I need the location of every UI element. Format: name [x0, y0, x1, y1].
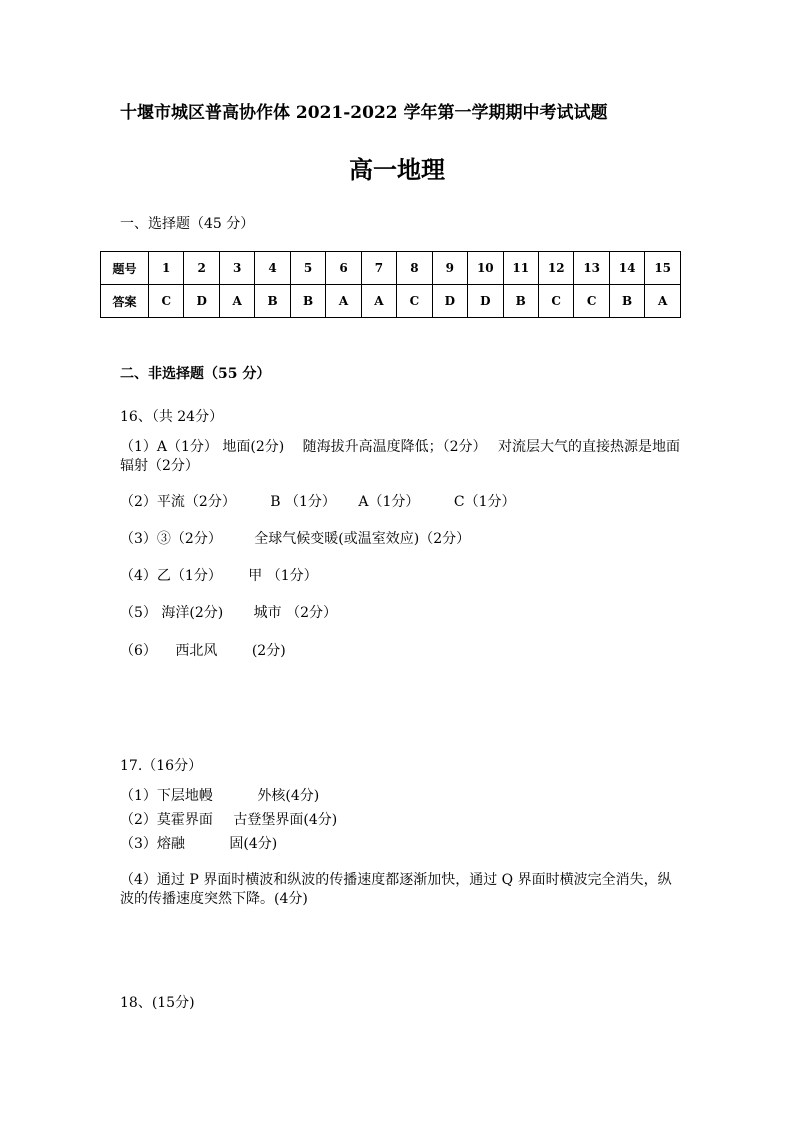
- row-label-answer: 答案: [101, 285, 149, 318]
- question-number-cell: 8: [397, 252, 432, 285]
- q16-5-part-2: 城市 （2分）: [253, 605, 338, 621]
- answer-cell: D: [184, 285, 219, 318]
- answer-cell: C: [149, 285, 184, 318]
- answer-cell: A: [219, 285, 254, 318]
- question-number-cell: 14: [609, 252, 644, 285]
- question-number-cell: 13: [574, 252, 609, 285]
- q16-answer-5: [120, 602, 337, 622]
- q16-6-part-3: (2分): [251, 643, 286, 659]
- number-row: [101, 252, 681, 285]
- q17-1-part-2: 外核(4分): [257, 788, 320, 804]
- q16-4-part-2: 甲 （1分）: [248, 568, 318, 584]
- q17-2-part-1: （2）莫霍界面: [120, 812, 213, 828]
- q17-answer-3: [120, 833, 277, 853]
- q16-6-part-1: （6）: [120, 643, 157, 659]
- answer-cell: C: [538, 285, 573, 318]
- question-number-cell: 7: [361, 252, 396, 285]
- q17-1-part-1: （1）下层地幔: [120, 788, 213, 804]
- answer-row: [101, 285, 681, 318]
- answer-cell: B: [503, 285, 538, 318]
- q16-3-part-2: 全球气候变暖(或温室效应)（2分）: [254, 531, 471, 547]
- section-1-title: 一、选择题（45 分）: [120, 216, 255, 232]
- q17-answer-1: [120, 785, 319, 805]
- question-number-cell: 3: [219, 252, 254, 285]
- answer-cell: B: [609, 285, 644, 318]
- answer-cell: D: [432, 285, 467, 318]
- question-number-cell: 10: [468, 252, 503, 285]
- q17-2-part-2: 古登堡界面(4分): [233, 812, 338, 828]
- subject-title: 高一地理: [349, 155, 445, 184]
- q16-4-part-1: （4）乙（1分）: [120, 568, 222, 584]
- answer-cell: C: [574, 285, 609, 318]
- row-label-number: 题号: [101, 252, 149, 285]
- q16-2-part-2: B （1分）: [270, 494, 336, 510]
- exam-header: 十堰市城区普高协作体 2021-2022 学年第一学期期中考试试题: [120, 103, 608, 123]
- q17-3-part-2: 固(4分): [229, 836, 278, 852]
- q16-2-part-1: （2）平流（2分）: [120, 494, 236, 510]
- q18-title: 18、(15分): [120, 995, 195, 1011]
- question-number-cell: 15: [645, 252, 681, 285]
- q17-title: 17.（16分）: [120, 758, 203, 774]
- question-number-cell: 6: [326, 252, 361, 285]
- section-2-title: 二、非选择题（55 分）: [120, 366, 271, 382]
- answer-cell: D: [468, 285, 503, 318]
- q16-answer-1: （1）A（1分） 地面(2分) 随海拔升高温度降低；（2分） 对流层大气的直接热源是地面辐射（2分）: [120, 439, 681, 474]
- q17-answer-2: [120, 809, 337, 829]
- question-number-cell: 9: [432, 252, 467, 285]
- question-number-cell: 11: [503, 252, 538, 285]
- answer-cell: A: [645, 285, 681, 318]
- q16-answer-6: [120, 640, 286, 660]
- q16-answer-3: [120, 528, 470, 548]
- answer-table: [100, 251, 681, 318]
- answer-cell: C: [397, 285, 432, 318]
- answer-cell: B: [290, 285, 325, 318]
- question-number-cell: 12: [538, 252, 573, 285]
- q17-3-part-1: （3）熔融: [120, 836, 185, 852]
- answer-cell: B: [255, 285, 290, 318]
- question-number-cell: 2: [184, 252, 219, 285]
- q16-title: 16、（共 24分）: [120, 409, 224, 425]
- q16-3-part-1: （3）③（2分）: [120, 531, 222, 547]
- q16-answer-4: [120, 565, 318, 585]
- question-number-cell: 4: [255, 252, 290, 285]
- q17-answer-4: （4）通过 P 界面时横波和纵波的传播速度都逐渐加快，通过 Q 界面时横波完全消失，纵波的传播速度突然下降。(4分): [120, 872, 672, 907]
- question-number-cell: 5: [290, 252, 325, 285]
- q16-2-part-3: A（1分）: [358, 494, 420, 510]
- q16-6-part-2: 西北风: [175, 643, 218, 659]
- answer-cell: A: [361, 285, 396, 318]
- q16-5-part-1: （5） 海洋(2分): [120, 605, 224, 621]
- question-number-cell: 1: [149, 252, 184, 285]
- q16-2-part-4: C（1分）: [453, 494, 516, 510]
- q16-answer-2: [120, 491, 516, 511]
- answer-cell: A: [326, 285, 361, 318]
